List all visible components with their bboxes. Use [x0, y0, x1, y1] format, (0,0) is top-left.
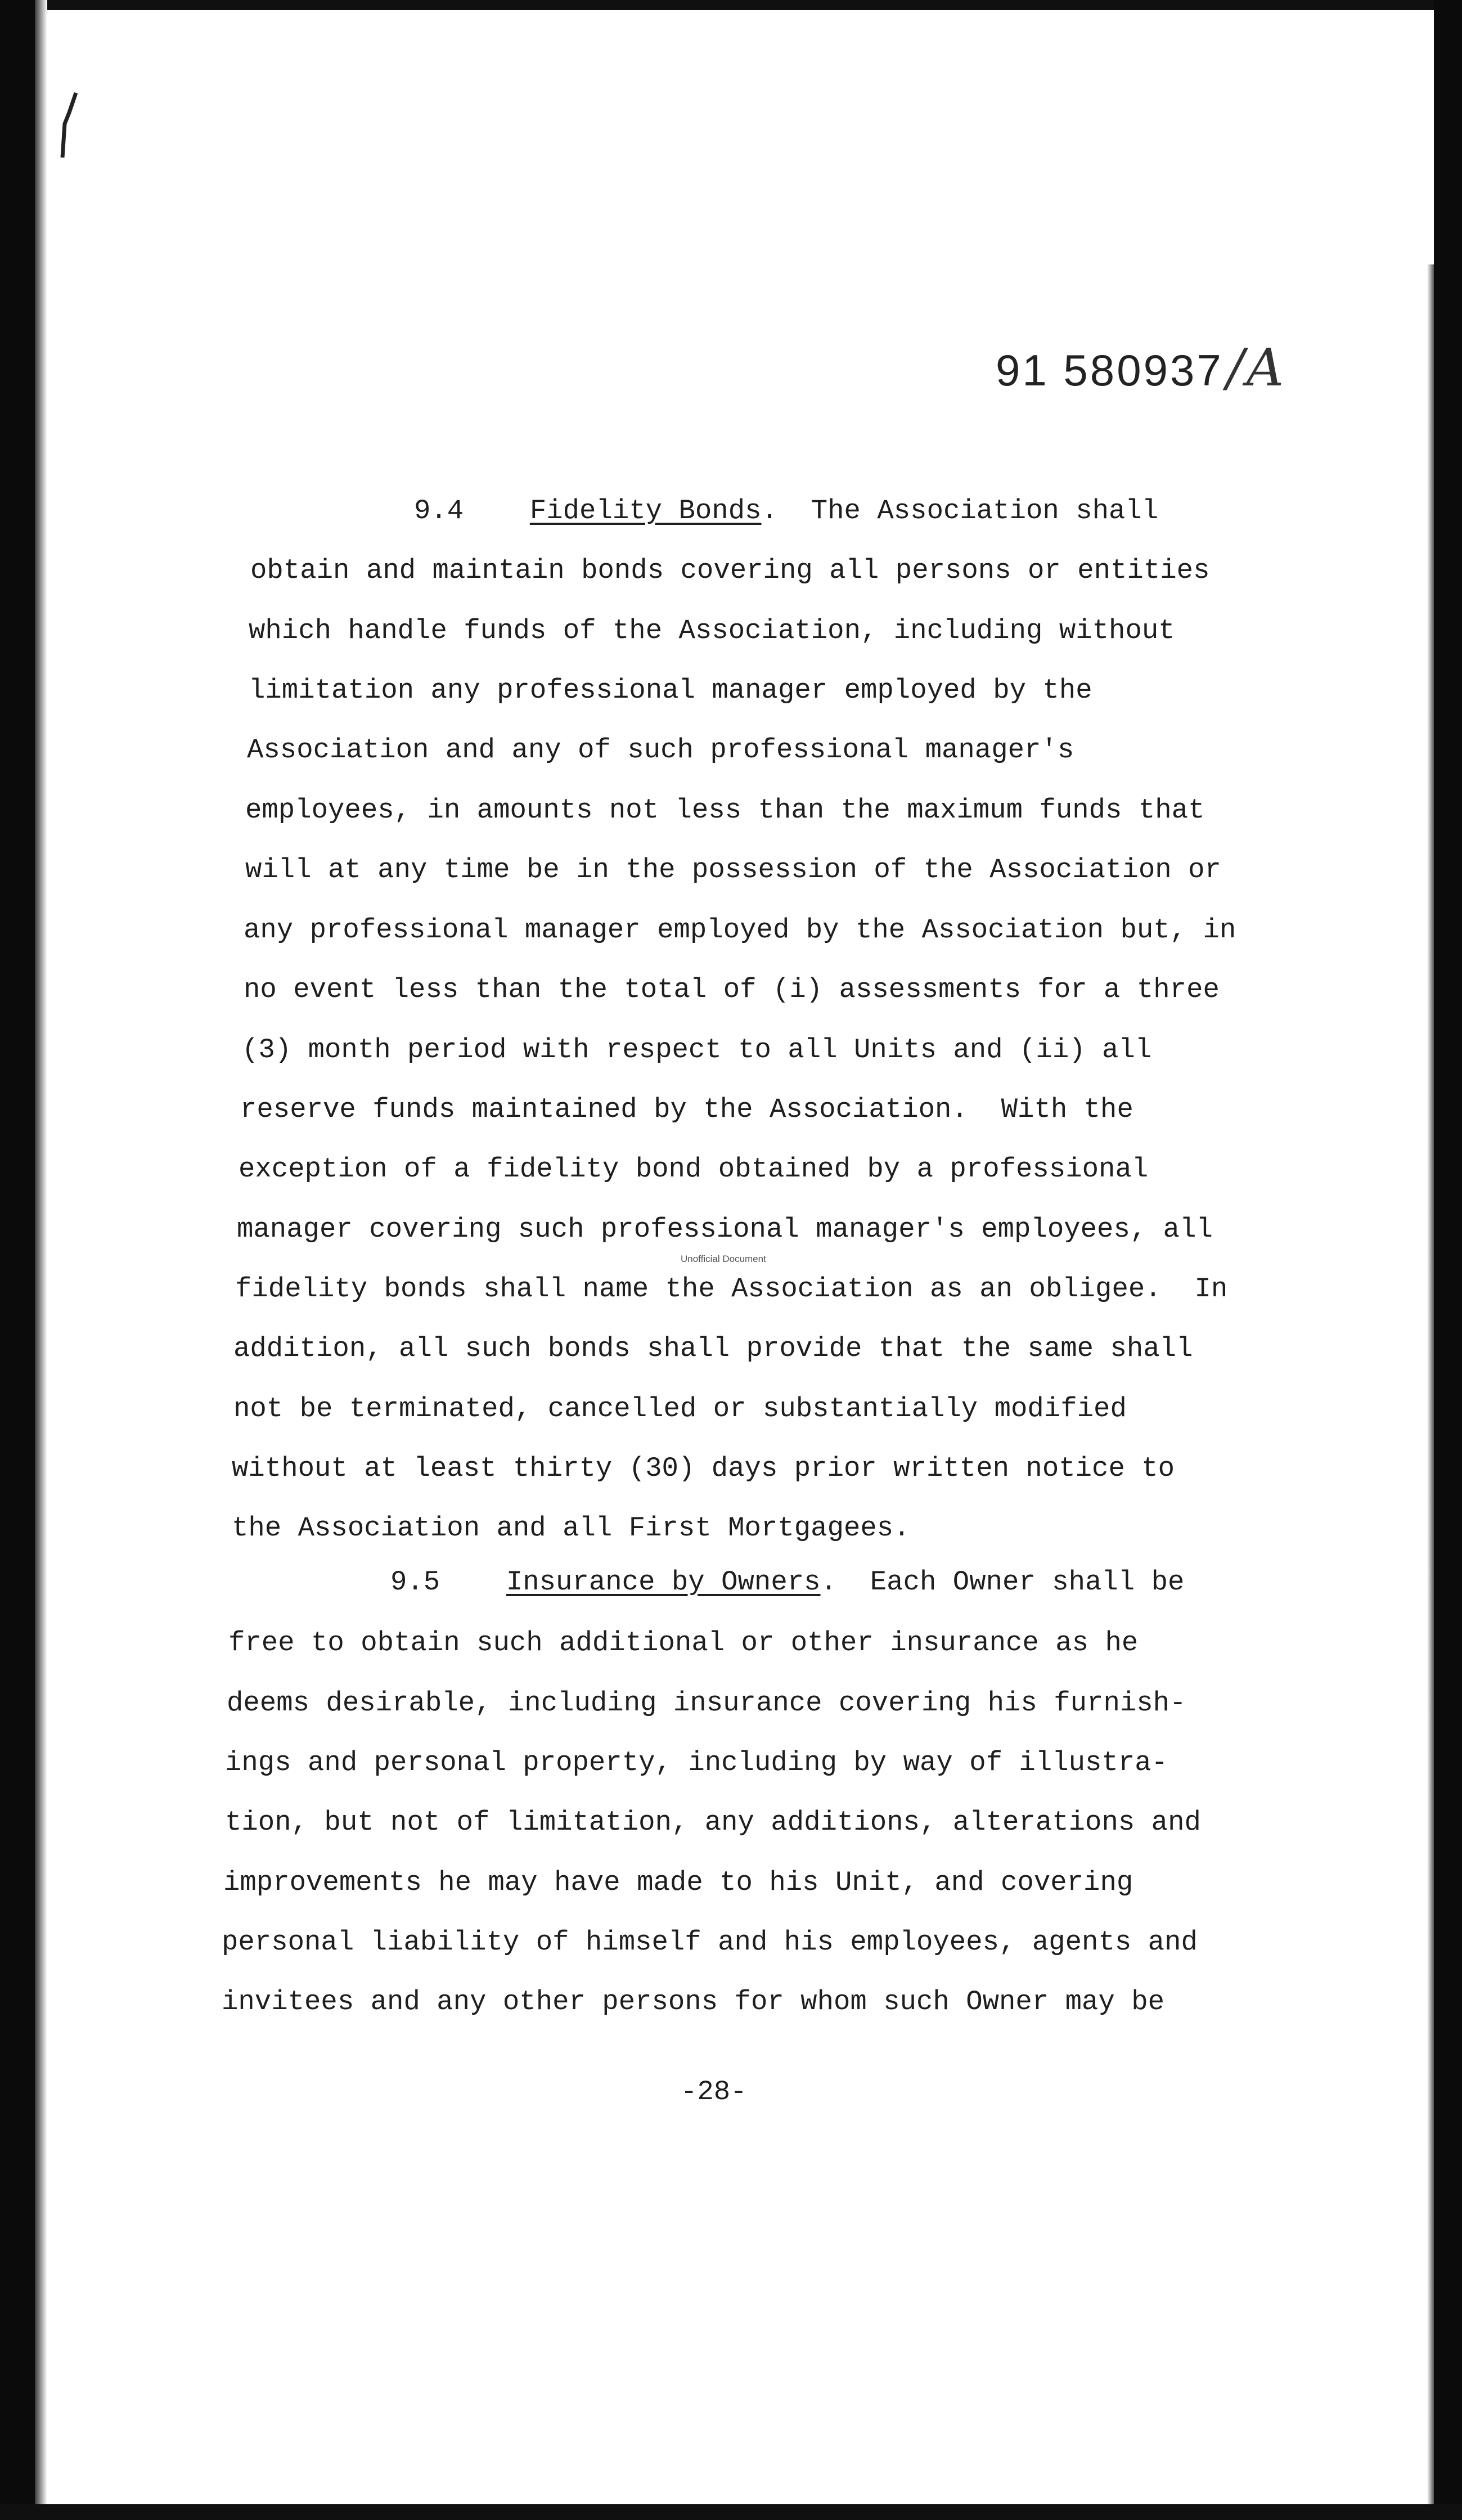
- document-number-text: 91 580937: [996, 345, 1223, 395]
- scan-edge-left: [0, 0, 35, 2520]
- section-line: deems desirable, including insurance covering his furnish-: [227, 1687, 1186, 1719]
- section-line: free to obtain such additional or other insurance as he: [228, 1627, 1139, 1659]
- section-number: 9.4: [414, 495, 464, 527]
- scan-edge-top: [0, 0, 1462, 10]
- section-line: addition, all such bonds shall provide that the same shall: [233, 1333, 1193, 1364]
- document-number: [996, 338, 1286, 398]
- scan-shadow-left: [35, 0, 47, 2520]
- section-line: reserve funds maintained by the Association. With the: [240, 1094, 1133, 1125]
- scan-edge-bottom: [0, 2504, 1462, 2520]
- section-line: not be terminated, cancelled or substantially modified: [233, 1393, 1127, 1425]
- section-line: no event less than the total of (i) assessments for a three: [244, 974, 1220, 1005]
- section-heading: Fidelity Bonds: [529, 495, 762, 527]
- section-line: which handle funds of the Association, including without: [249, 615, 1175, 646]
- section-line: improvements he may have made to his Unit, and covering: [223, 1867, 1133, 1898]
- section-line: any professional manager employed by the Association but, in: [244, 914, 1236, 946]
- section-text: The Association shall: [811, 495, 1159, 527]
- section-number: 9.5: [390, 1566, 440, 1598]
- section-line: (3) month period with respect to all Units and (ii) all: [242, 1034, 1152, 1066]
- section-line: tion, but not of limitation, any additions, alterations and: [225, 1807, 1201, 1838]
- section-line: limitation any professional manager employed by the: [249, 675, 1092, 706]
- section-line: ings and personal property, including by way of illustra-: [225, 1747, 1168, 1778]
- document-number-suffix: /A: [1226, 338, 1286, 398]
- section-line: without at least thirty (30) days prior written notice to: [232, 1453, 1175, 1484]
- section-line: fidelity bonds shall name the Association as an obligee. In: [235, 1273, 1228, 1305]
- section-line: manager covering such professional manager's employees, all: [237, 1214, 1213, 1245]
- section-line: employees, in amounts not less than the maximum funds that: [245, 794, 1205, 826]
- section-line: the Association and all First Mortgagees.: [232, 1512, 910, 1544]
- section-9-5-first-line: 9.5 Insurance by Owners. Each Owner shall be: [390, 1566, 1185, 1598]
- section-line: Association and any of such professional manager's: [247, 734, 1074, 766]
- section-line: obtain and maintain bonds covering all persons or entities: [250, 555, 1210, 586]
- corner-mark: [59, 90, 82, 169]
- section-text: Each Owner shall be: [870, 1566, 1185, 1598]
- section-line: invitees and any other persons for whom such Owner may be: [222, 1986, 1165, 2018]
- page-number: -28-: [681, 2076, 747, 2108]
- section-line: will at any time be in the possession of the Association or: [245, 854, 1221, 886]
- watermark: Unofficial Document: [681, 1254, 766, 1264]
- scan-shadow-right: [1427, 264, 1434, 2509]
- section-9-4-first-line: 9.4 Fidelity Bonds. The Association shall: [414, 495, 1159, 527]
- section-line: exception of a fidelity bond obtained by a professional: [239, 1153, 1149, 1185]
- section-line: personal liability of himself and his employees, agents and: [222, 1926, 1198, 1958]
- scan-edge-right: [1434, 0, 1462, 2520]
- section-heading: Insurance by Owners: [506, 1566, 821, 1598]
